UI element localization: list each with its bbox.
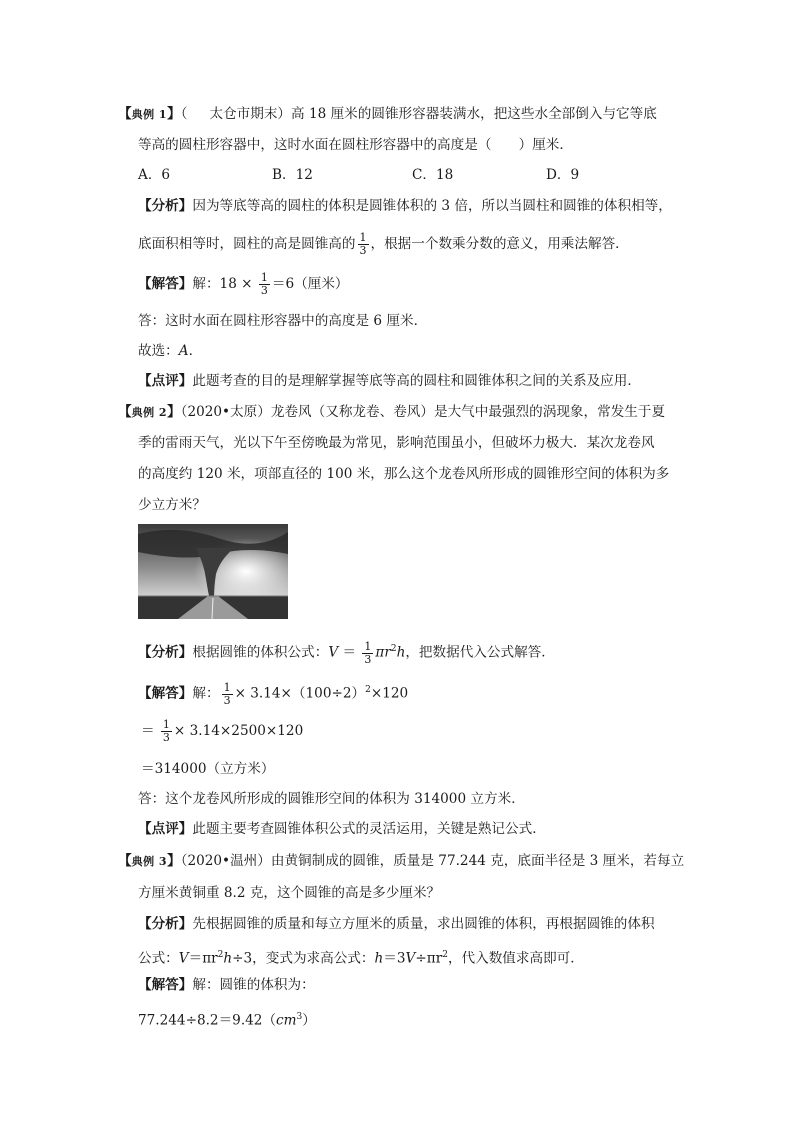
ex2-line-4: 少立方米？ <box>138 497 206 513</box>
ex1-options <box>138 166 579 184</box>
tornado-photo <box>138 524 288 619</box>
ex3-answer-2: $77.244\div 8.2=9.42(cm^3)$ <box>138 1012 316 1029</box>
ex2-analysis: 【分析】根据圆锥的体积公式：V ＝ $\frac{1}{3}$ $\pi r^2h$，把数据代入公式解答． <box>138 639 555 666</box>
option-d: D．9 <box>546 167 580 183</box>
comment-label: 点评 <box>151 373 179 389</box>
analysis-label: 分析 <box>151 916 179 932</box>
ex3-line-1: 【典例 3】（2020•温州）由黄铜制成的圆锥，质量是 77.244 克，底面半径是 3 厘米，若每立 <box>118 853 685 869</box>
fraction-one-third: $\frac{1}{3}$ <box>223 680 231 707</box>
option-a: A．6 <box>138 167 171 183</box>
ex1-reply: 答：这时水面在圆柱形容器中的高度是 6 厘米． <box>138 313 428 329</box>
ex3-tag: 典例 3 <box>131 855 168 868</box>
option-b: B．12 <box>272 167 313 183</box>
fraction-one-third: $\frac{1}{3}$ <box>359 231 367 257</box>
ex1-analysis-2: 底面积相等时，圆柱的高是圆锥高的 $\frac{1}{3}$ ，根据一个数乘分数的意义，用乘法解答． <box>138 231 629 257</box>
answer-label: 解答 <box>151 276 179 292</box>
ex2-step-3: ＝314000（立方米） <box>141 761 275 777</box>
ex2-reply: 答：这个龙卷风所形成的圆锥形空间的体积为 314000 立方米． <box>138 791 525 807</box>
ex2-answer: 【解答】解： $\frac{1}{3}$ × $3.14\times(100\div 2)^2\times 120$ <box>138 680 409 707</box>
ex1-choice: 故选：A． <box>138 343 203 359</box>
ex2-comment: 【点评】此题主要考查圆锥体积公式的灵活运用，关键是熟记公式． <box>138 821 546 837</box>
option-c: C．18 <box>412 167 454 183</box>
ex3-analysis-2: 公式：$V=\pi r^2h\div 3$，变式为求高公式：$h=3V\div\pi r^2$，代入数值求高即可． <box>138 950 584 967</box>
comment-label: 点评 <box>151 821 179 837</box>
ex2-line-3: 的高度约 120 米，项部直径的 100 米，那么这个龙卷风所形成的圆锥形空间的体积为多 <box>138 466 670 482</box>
ex1-answer: 【解答】解：18 × $\frac{1}{3}$ ＝6（厘米） <box>138 271 349 297</box>
ex1-tag: 典例 1 <box>131 108 168 121</box>
ex2-line-2: 季的雷雨天气，光以下午至傍晚最为常见，影响范围虽小，但破坏力极大．某次龙卷风 <box>138 435 655 451</box>
ex1-analysis-1: 【分析】因为等底等高的圆柱的体积是圆锥体积的 3 倍，所以当圆柱和圆锥的体积相等， <box>138 198 672 214</box>
analysis-label: 分析 <box>151 198 179 214</box>
ex3-line-2: 方厘米黄铜重 8.2 克，这个圆锥的高是多少厘米？ <box>138 885 441 901</box>
ex1-line-2: 等高的圆柱形容器中，这时水面在圆柱形容器中的高度是（ ）厘米． <box>138 137 573 153</box>
ex1-line-1: 【典例 1】（ 太仓市期末）高 18 厘米的圆锥形容器装满水，把这些水全部倒入与它等底 <box>118 106 657 122</box>
answer-label: 解答 <box>151 685 179 702</box>
analysis-label: 分析 <box>151 644 179 661</box>
ex3-answer-1: 【解答】解：圆锥的体积为： <box>138 977 315 993</box>
ex2-line-1: 【典例 2】（2020•太原）龙卷风（又称龙卷、卷风）是大气中最强烈的涡现象，常发生于夏 <box>118 404 666 420</box>
ex1-comment: 【点评】此题考查的目的是理解掌握等底等高的圆柱和圆锥体积之间的关系及应用． <box>138 373 641 389</box>
fraction-one-third: $\frac{1}{3}$ <box>364 639 372 666</box>
answer-label: 解答 <box>151 977 179 993</box>
ex2-tag: 典例 2 <box>131 406 168 419</box>
ex3-analysis-1: 【分析】先根据圆锥的质量和每立方厘米的质量，求出圆锥的体积，再根据圆锥的体积 <box>138 916 655 932</box>
ex2-step-2: ＝ $\frac{1}{3}$ × 3.14×2500×120 <box>141 718 304 744</box>
fraction-one-third: $\frac{1}{3}$ <box>162 718 170 744</box>
fraction-one-third: $\frac{1}{3}$ <box>260 271 268 297</box>
